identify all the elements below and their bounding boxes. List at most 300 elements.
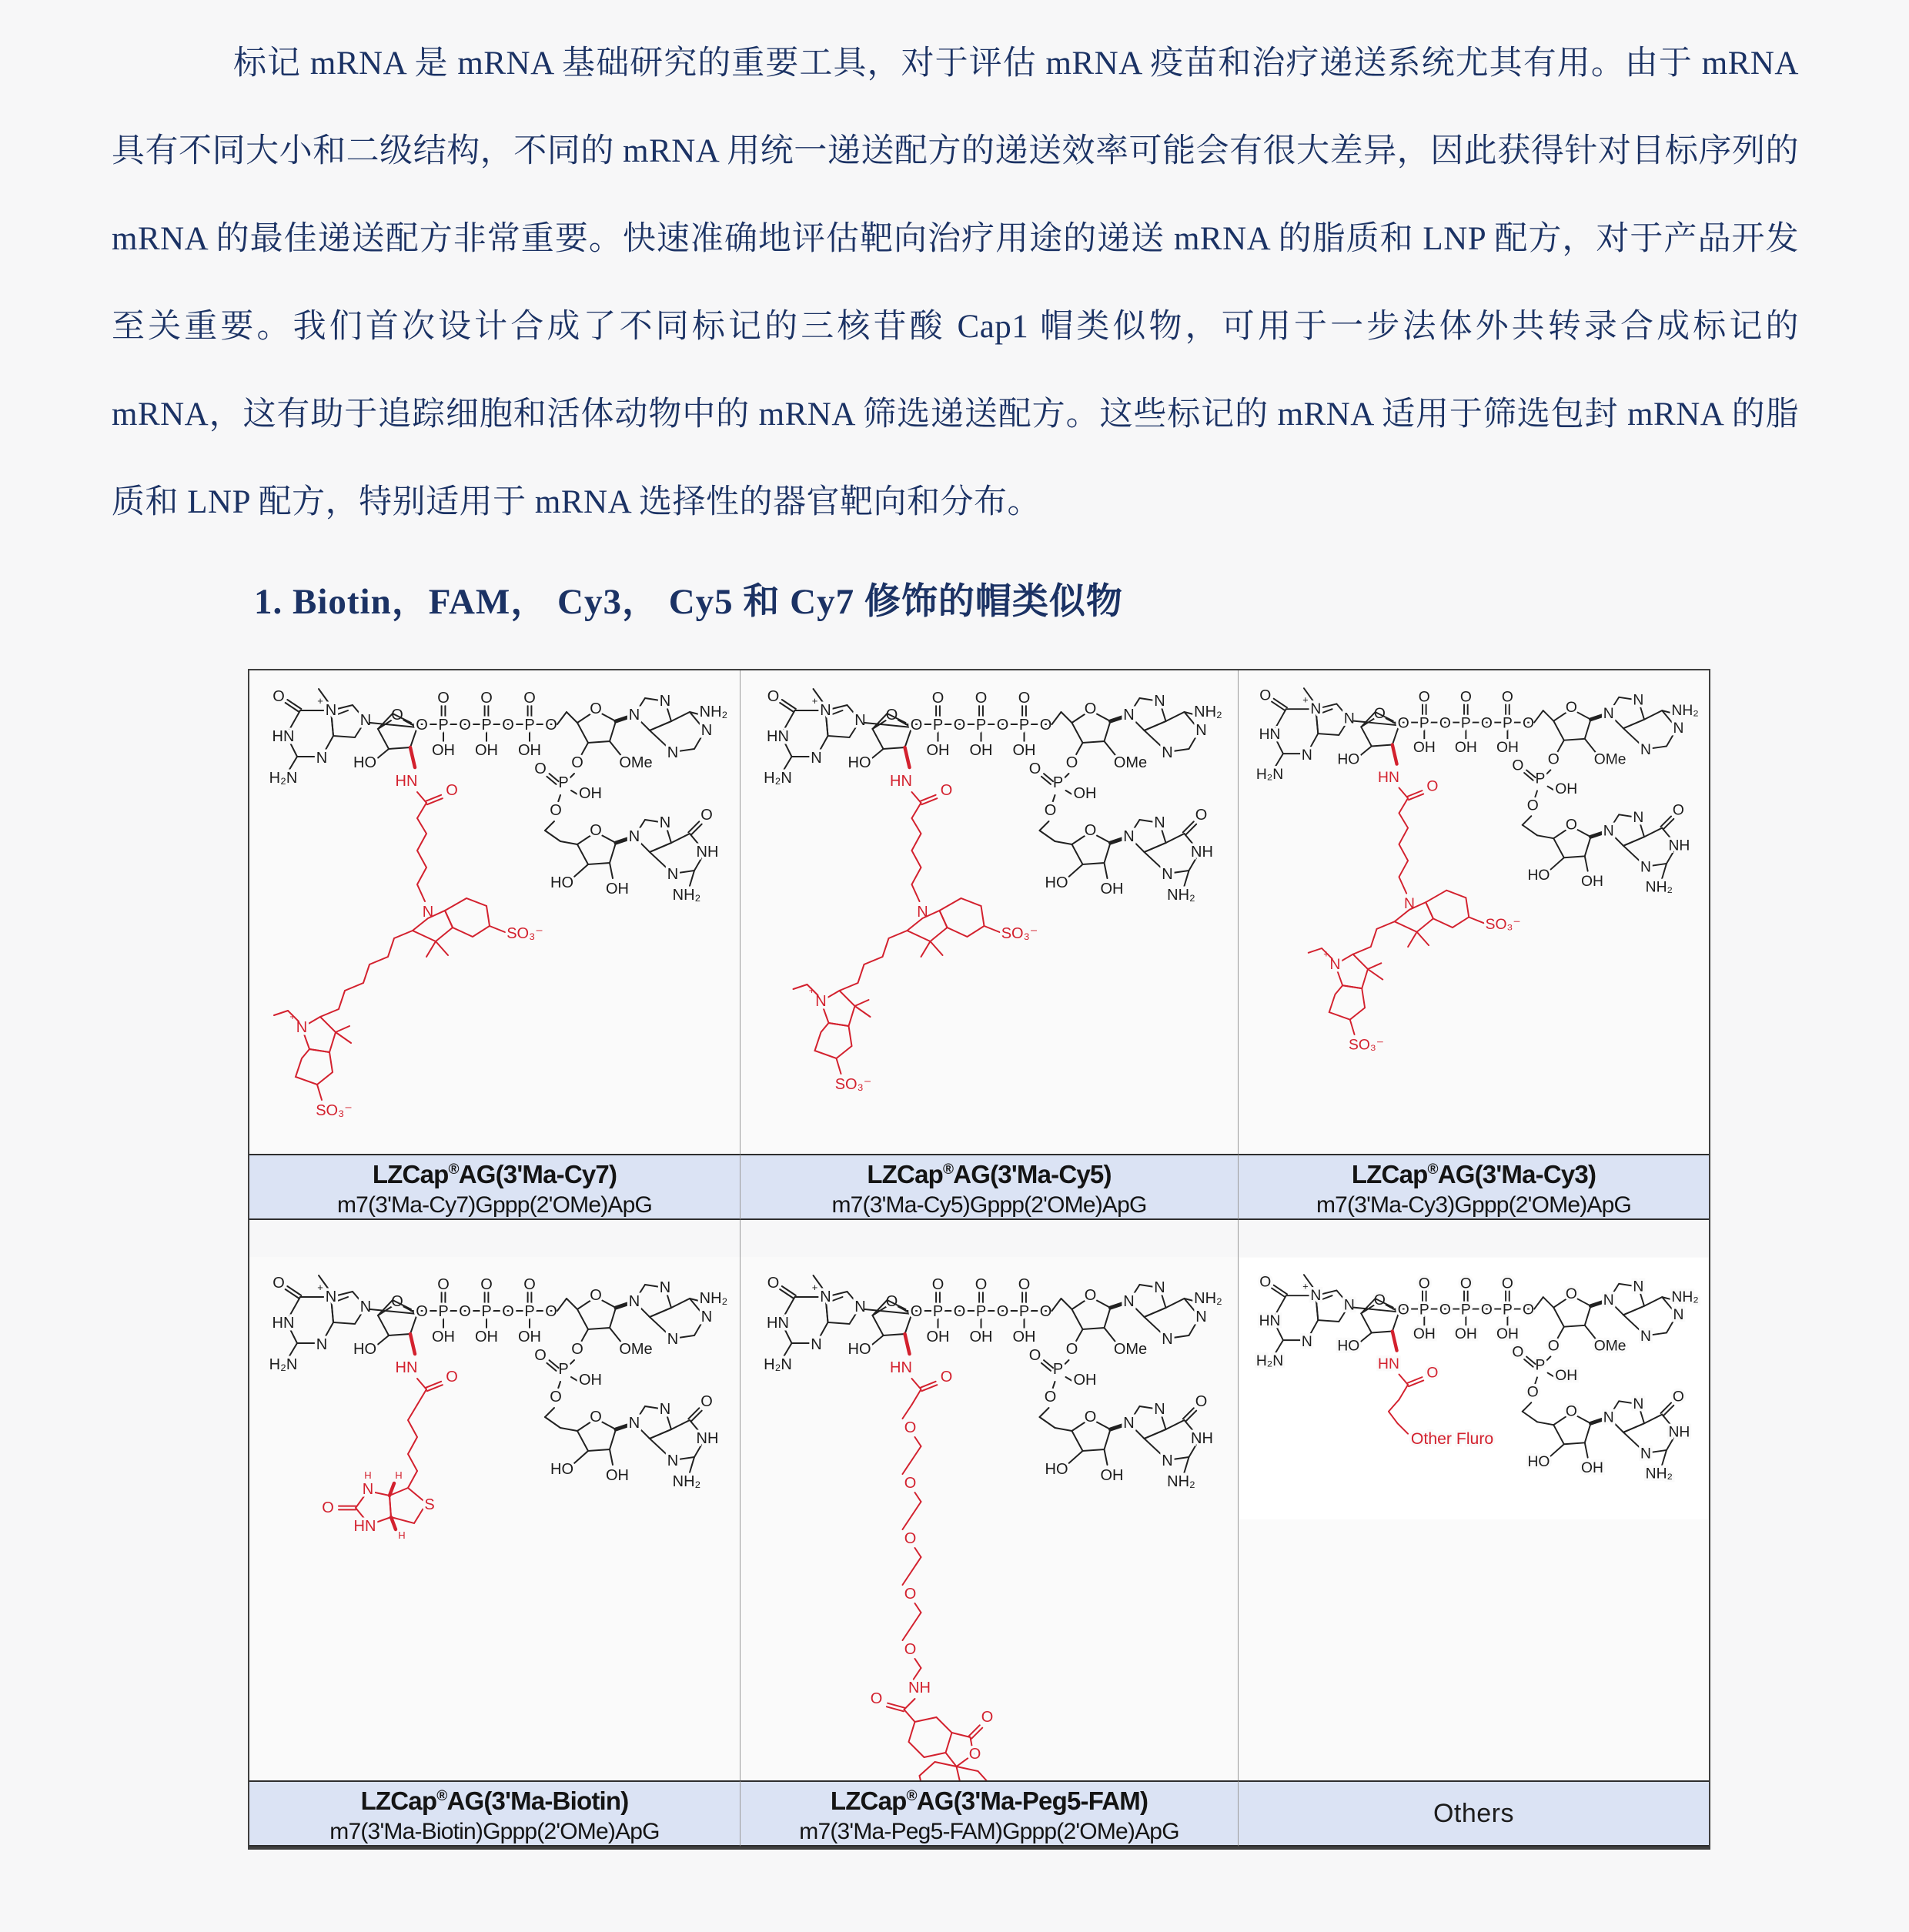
- svg-text:OH: OH: [1454, 740, 1477, 757]
- svg-text:O: O: [910, 1303, 923, 1320]
- svg-text:O: O: [904, 1586, 917, 1603]
- svg-text:OH: OH: [1073, 785, 1097, 802]
- svg-text:SO₃⁻: SO₃⁻: [1349, 1037, 1384, 1054]
- svg-text:+: +: [811, 1282, 818, 1293]
- svg-text:N: N: [316, 1336, 328, 1353]
- svg-text:O: O: [1259, 687, 1272, 704]
- svg-text:OH: OH: [1012, 1329, 1036, 1345]
- svg-text:O: O: [1522, 1302, 1534, 1319]
- spacer-row: [741, 1220, 1239, 1257]
- svg-text:OMe: OMe: [619, 1341, 653, 1358]
- svg-text:OH: OH: [606, 1467, 629, 1484]
- svg-text:SO₃⁻: SO₃⁻: [507, 925, 543, 942]
- svg-text:+: +: [317, 695, 323, 707]
- svg-text:H: H: [398, 1529, 406, 1541]
- svg-text:NH₂: NH₂: [1671, 702, 1699, 719]
- structure-drawing-cy3: [1239, 670, 1709, 1154]
- svg-text:N: N: [1603, 1409, 1614, 1426]
- svg-text:+: +: [811, 695, 818, 707]
- svg-text:O: O: [1418, 1275, 1430, 1292]
- svg-text:N: N: [1343, 1297, 1355, 1314]
- svg-text:N: N: [820, 702, 831, 719]
- svg-text:N: N: [296, 1019, 308, 1036]
- svg-text:P: P: [558, 1361, 569, 1378]
- svg-text:N: N: [1640, 1446, 1651, 1462]
- svg-text:P: P: [524, 717, 535, 734]
- svg-text:O: O: [1526, 1384, 1539, 1401]
- svg-text:O: O: [931, 690, 944, 707]
- svg-text:O: O: [1084, 700, 1097, 717]
- label-band-peg5-fam: [741, 1780, 1239, 1847]
- svg-text:N: N: [1404, 895, 1415, 912]
- svg-text:HN: HN: [1259, 726, 1281, 743]
- svg-text:O: O: [1065, 754, 1078, 771]
- svg-text:HO: HO: [1337, 751, 1360, 768]
- svg-text:O: O: [940, 1369, 953, 1385]
- svg-text:HN: HN: [272, 1315, 295, 1332]
- svg-text:N: N: [667, 866, 679, 883]
- structure-cell-others: [1239, 1257, 1709, 1780]
- cap-formula: m7(3'Ma-Cy7)Gppp(2'OMe)ApG: [336, 1192, 653, 1218]
- cap-name: LZCap®AG(3'Ma-Cy7): [372, 1159, 617, 1188]
- white-backdrop: [1239, 1258, 1708, 1519]
- svg-text:P: P: [1535, 770, 1546, 787]
- svg-text:OH: OH: [518, 742, 541, 759]
- svg-text:O: O: [1084, 822, 1097, 839]
- svg-text:OH: OH: [432, 742, 455, 759]
- svg-text:N: N: [1343, 710, 1355, 727]
- svg-text:OH: OH: [579, 785, 602, 802]
- svg-text:+: +: [317, 1282, 323, 1293]
- svg-text:N: N: [1603, 1292, 1614, 1309]
- svg-text:O: O: [953, 717, 966, 734]
- svg-text:OH: OH: [1496, 1326, 1519, 1343]
- svg-text:OH: OH: [926, 1329, 950, 1345]
- label-band-cy7: [249, 1154, 741, 1220]
- svg-text:OH: OH: [1012, 742, 1036, 759]
- svg-text:O: O: [1195, 1393, 1208, 1410]
- svg-text:N: N: [1673, 1307, 1684, 1324]
- svg-text:N: N: [1603, 823, 1614, 840]
- svg-text:N: N: [1123, 707, 1135, 724]
- svg-text:SO₃⁻: SO₃⁻: [1001, 925, 1038, 942]
- svg-text:O: O: [975, 1276, 988, 1293]
- svg-text:N: N: [917, 904, 928, 921]
- svg-text:O: O: [700, 807, 713, 824]
- svg-text:NH₂: NH₂: [1167, 887, 1195, 904]
- svg-text:P: P: [1460, 1302, 1471, 1319]
- svg-text:H₂N: H₂N: [764, 1356, 792, 1373]
- svg-text:O: O: [1018, 690, 1031, 707]
- svg-text:SO₃⁻: SO₃⁻: [834, 1076, 872, 1093]
- svg-text:N: N: [700, 1309, 713, 1325]
- svg-text:OMe: OMe: [619, 754, 653, 771]
- svg-text:H₂N: H₂N: [269, 1356, 298, 1373]
- svg-text:O: O: [272, 1275, 285, 1292]
- svg-text:H: H: [364, 1469, 372, 1481]
- structure-drawing-biotin: [249, 1257, 740, 1780]
- svg-text:HN: HN: [395, 773, 418, 790]
- svg-text:O: O: [904, 1475, 917, 1492]
- svg-text:O: O: [870, 1690, 883, 1707]
- svg-text:O: O: [590, 1409, 602, 1426]
- svg-text:HO: HO: [1045, 1461, 1068, 1478]
- svg-text:O: O: [1565, 1286, 1577, 1303]
- svg-text:O: O: [446, 782, 458, 799]
- svg-text:N: N: [1154, 814, 1165, 831]
- svg-text:P: P: [1502, 1302, 1513, 1319]
- svg-text:N: N: [359, 1299, 372, 1315]
- registered-mark: ®: [943, 1161, 954, 1178]
- svg-text:N: N: [1123, 828, 1135, 845]
- svg-text:NH₂: NH₂: [1194, 704, 1222, 720]
- svg-text:OH: OH: [1413, 1326, 1436, 1343]
- svg-text:O: O: [1065, 1341, 1078, 1358]
- svg-text:O: O: [502, 717, 514, 734]
- others-label: Others: [1433, 1798, 1515, 1828]
- svg-text:O: O: [437, 1276, 450, 1293]
- svg-text:P: P: [438, 1303, 449, 1320]
- svg-text:HO: HO: [1337, 1338, 1360, 1355]
- svg-text:N: N: [1633, 1396, 1644, 1412]
- svg-text:P: P: [481, 1303, 492, 1320]
- svg-text:N: N: [1195, 1309, 1207, 1325]
- svg-text:O: O: [1397, 1302, 1409, 1319]
- svg-text:N: N: [325, 702, 337, 719]
- registered-mark: ®: [906, 1787, 917, 1804]
- svg-text:HO: HO: [550, 1461, 573, 1478]
- svg-text:N: N: [362, 1481, 374, 1498]
- svg-text:O: O: [1501, 689, 1513, 706]
- svg-text:P: P: [1419, 1302, 1429, 1319]
- svg-text:O: O: [767, 1275, 780, 1292]
- cap-name: LZCap®AG(3'Ma-Peg5-FAM): [830, 1786, 1148, 1815]
- svg-text:HN: HN: [272, 728, 295, 745]
- svg-text:O: O: [1397, 715, 1409, 732]
- svg-text:O: O: [480, 690, 493, 707]
- svg-text:+: +: [1302, 1281, 1309, 1292]
- svg-text:N: N: [1162, 1452, 1173, 1469]
- svg-text:N: N: [1640, 1329, 1651, 1345]
- cap-formula: m7(3'Ma-Peg5-FAM)Gppp(2'OMe)ApG: [799, 1818, 1179, 1844]
- svg-text:O: O: [446, 1369, 458, 1385]
- svg-text:O: O: [272, 688, 285, 705]
- spacer-row: [1239, 1220, 1709, 1257]
- svg-text:SO₃⁻: SO₃⁻: [316, 1102, 353, 1119]
- svg-text:HN: HN: [395, 1359, 418, 1376]
- svg-text:O: O: [437, 690, 450, 707]
- svg-text:O: O: [700, 1393, 713, 1410]
- svg-text:NH₂: NH₂: [672, 887, 701, 904]
- structure-cell-cy5: [741, 670, 1239, 1154]
- svg-text:OH: OH: [926, 742, 950, 759]
- svg-text:O: O: [1084, 1287, 1097, 1304]
- svg-text:O: O: [1672, 802, 1684, 819]
- svg-text:O: O: [1565, 700, 1577, 717]
- svg-text:O: O: [1044, 1389, 1057, 1406]
- svg-text:O: O: [1028, 1347, 1041, 1364]
- svg-text:N: N: [1673, 720, 1684, 737]
- svg-text:+: +: [289, 1011, 296, 1022]
- svg-text:N: N: [1162, 744, 1173, 761]
- svg-text:+: +: [808, 984, 815, 996]
- svg-text:N: N: [854, 1299, 866, 1315]
- svg-text:O: O: [571, 754, 583, 771]
- structure-cell-cy3: [1239, 670, 1709, 1154]
- svg-text:O: O: [953, 1303, 966, 1320]
- section-heading: 1. Biotin，FAM， Cy3， Cy5 和 Cy7 修饰的帽类似物: [254, 582, 1123, 622]
- svg-text:O: O: [590, 700, 602, 717]
- svg-text:O: O: [767, 688, 780, 705]
- svg-text:O: O: [1512, 757, 1524, 774]
- spacer-row: [249, 1220, 741, 1257]
- svg-text:OH: OH: [518, 1329, 541, 1345]
- svg-text:OH: OH: [969, 742, 993, 759]
- svg-text:NH₂: NH₂: [699, 1290, 728, 1307]
- svg-text:HN: HN: [1259, 1312, 1281, 1329]
- svg-text:O: O: [1565, 1403, 1577, 1420]
- svg-text:OMe: OMe: [1113, 1341, 1148, 1358]
- svg-text:OH: OH: [475, 1329, 498, 1345]
- svg-text:N: N: [815, 993, 827, 1010]
- svg-text:O: O: [968, 1746, 981, 1763]
- svg-text:+: +: [1323, 948, 1329, 960]
- svg-text:O: O: [550, 802, 562, 819]
- svg-text:O: O: [545, 1303, 557, 1320]
- svg-text:OMe: OMe: [1593, 751, 1626, 768]
- svg-text:OH: OH: [1073, 1372, 1097, 1389]
- registered-mark: ®: [1427, 1161, 1438, 1178]
- svg-text:NH: NH: [1668, 1424, 1690, 1441]
- svg-text:O: O: [1547, 751, 1560, 768]
- svg-text:O: O: [571, 1341, 583, 1358]
- svg-text:OH: OH: [432, 1329, 455, 1345]
- label-band-cy5: [741, 1154, 1239, 1220]
- intro-paragraph: 标记 mRNA 是 mRNA 基础研究的重要工具，对于评估 mRNA 疫苗和治疗递送系统尤其有用。由于 mRNA 具有不同大小和二级结构，不同的 mRNA 用统一递送配方的递送效率可能会有很大差异，因此获得针对目标序列的 mRNA 的最佳递送配方非常重要。快速准确地评估靶向治疗用途的递送 mRNA 的脂质和 LNP 配方，对于产品开发至关重要。我们首次设计合成了不同标记的三核苷酸 Cap1 帽类似物，可用于一步法体外共转录合成标记的 mRNA，这有助于追踪细胞和活体动物中的 mRNA 筛选递送配方。这些标记的 mRNA 适用于筛选包封 mRNA 的脂质和 LNP 配方，特别适用于 mRNA 选择性的器官靶向和分布。: [112, 45, 1799, 520]
- svg-text:OH: OH: [606, 881, 629, 897]
- svg-text:NH: NH: [696, 1430, 719, 1447]
- svg-text:HO: HO: [1527, 1454, 1550, 1471]
- svg-text:O: O: [981, 1709, 994, 1726]
- svg-text:OH: OH: [1496, 740, 1519, 757]
- svg-text:N: N: [700, 722, 713, 739]
- svg-text:Other Fluro: Other Fluro: [1410, 1430, 1494, 1449]
- svg-text:OMe: OMe: [1593, 1338, 1626, 1355]
- svg-text:HO: HO: [353, 754, 376, 771]
- svg-text:O: O: [480, 1276, 493, 1293]
- svg-text:N: N: [811, 1336, 822, 1353]
- svg-text:OH: OH: [1555, 781, 1578, 798]
- svg-text:OH: OH: [1580, 1459, 1603, 1476]
- svg-text:O: O: [459, 717, 471, 734]
- structure-cell-peg5-fam: [741, 1257, 1239, 1780]
- svg-text:N: N: [628, 1293, 640, 1310]
- svg-text:O: O: [1084, 1409, 1097, 1426]
- svg-text:NH: NH: [1668, 837, 1690, 854]
- svg-text:N: N: [1640, 859, 1651, 876]
- svg-text:N: N: [1310, 1287, 1322, 1304]
- svg-text:H₂N: H₂N: [1255, 766, 1284, 783]
- svg-text:HO: HO: [550, 874, 573, 891]
- svg-text:NH₂: NH₂: [672, 1473, 701, 1490]
- svg-text:P: P: [1052, 774, 1064, 791]
- svg-text:O: O: [1426, 1365, 1439, 1382]
- svg-text:O: O: [1459, 1275, 1472, 1292]
- svg-text:HN: HN: [1378, 769, 1399, 786]
- svg-text:O: O: [996, 717, 1009, 734]
- svg-text:NH₂: NH₂: [1645, 879, 1673, 896]
- svg-text:O: O: [550, 1389, 562, 1406]
- svg-text:OMe: OMe: [1113, 754, 1148, 771]
- svg-text:O: O: [391, 1293, 403, 1310]
- svg-text:N: N: [359, 712, 372, 729]
- svg-text:P: P: [1460, 715, 1471, 732]
- svg-text:N: N: [628, 828, 640, 845]
- svg-text:N: N: [1154, 1401, 1165, 1418]
- structure-cell-biotin: [249, 1257, 741, 1780]
- svg-text:N: N: [316, 750, 328, 767]
- svg-text:O: O: [502, 1303, 514, 1320]
- svg-text:O: O: [1439, 1302, 1451, 1319]
- svg-text:P: P: [438, 717, 449, 734]
- svg-text:O: O: [1373, 705, 1386, 722]
- svg-text:O: O: [1480, 715, 1493, 732]
- label-band-cy3: [1239, 1154, 1709, 1220]
- svg-text:HO: HO: [848, 1341, 871, 1358]
- svg-text:O: O: [1547, 1338, 1560, 1355]
- svg-text:O: O: [1018, 1276, 1031, 1293]
- svg-text:OH: OH: [1580, 873, 1603, 890]
- svg-text:O: O: [1039, 717, 1052, 734]
- svg-text:P: P: [1052, 1361, 1064, 1378]
- svg-text:N: N: [659, 814, 671, 831]
- svg-text:N: N: [667, 1331, 679, 1348]
- svg-text:OH: OH: [1454, 1326, 1477, 1343]
- svg-text:HN: HN: [767, 728, 789, 745]
- svg-text:P: P: [1419, 715, 1429, 732]
- svg-text:O: O: [1672, 1389, 1684, 1406]
- svg-text:O: O: [1512, 1344, 1524, 1361]
- svg-text:H₂N: H₂N: [1255, 1352, 1284, 1369]
- cap-analog-table: [248, 669, 1710, 1850]
- registered-mark: ®: [448, 1161, 459, 1178]
- label-band-biotin: [249, 1780, 741, 1847]
- svg-text:NH₂: NH₂: [1645, 1466, 1673, 1482]
- svg-text:P: P: [1018, 717, 1030, 734]
- svg-text:O: O: [1501, 1275, 1513, 1292]
- svg-text:P: P: [1018, 1303, 1030, 1320]
- svg-text:N: N: [659, 1401, 671, 1418]
- svg-text:N: N: [628, 707, 640, 724]
- svg-text:N: N: [1154, 693, 1165, 710]
- svg-text:O: O: [1522, 715, 1534, 732]
- svg-text:O: O: [904, 1419, 917, 1436]
- svg-text:O: O: [416, 717, 428, 734]
- svg-text:OH: OH: [1413, 740, 1436, 757]
- svg-text:HO: HO: [1045, 874, 1068, 891]
- svg-text:N: N: [628, 1415, 640, 1432]
- svg-text:O: O: [940, 782, 953, 799]
- svg-text:NH: NH: [696, 844, 719, 861]
- label-band-others: [1239, 1780, 1709, 1847]
- cap-name: LZCap®AG(3'Ma-Cy3): [1351, 1159, 1596, 1188]
- svg-text:N: N: [1603, 705, 1614, 722]
- svg-text:NH₂: NH₂: [1671, 1289, 1699, 1305]
- svg-text:O: O: [904, 1530, 917, 1547]
- svg-text:O: O: [523, 690, 536, 707]
- svg-text:HN: HN: [890, 773, 912, 790]
- svg-text:N: N: [1123, 1293, 1135, 1310]
- svg-text:N: N: [1640, 742, 1651, 759]
- svg-text:O: O: [322, 1499, 334, 1516]
- svg-text:OH: OH: [1100, 1467, 1124, 1484]
- svg-text:H₂N: H₂N: [764, 770, 792, 787]
- structure-drawing-peg5-fam: [741, 1257, 1238, 1780]
- cap-formula: m7(3'Ma-Cy3)Gppp(2'OMe)ApG: [1316, 1192, 1632, 1218]
- svg-text:N: N: [1633, 1279, 1644, 1295]
- svg-text:O: O: [1039, 1303, 1052, 1320]
- svg-text:N: N: [1633, 809, 1644, 826]
- svg-text:O: O: [1439, 715, 1451, 732]
- svg-text:HO: HO: [353, 1341, 376, 1358]
- svg-text:N: N: [1154, 1279, 1165, 1296]
- svg-text:O: O: [1526, 797, 1539, 814]
- structure-drawing-cy5: [741, 670, 1238, 1154]
- svg-text:P: P: [524, 1303, 535, 1320]
- svg-text:P: P: [932, 717, 944, 734]
- svg-text:N: N: [659, 1279, 671, 1296]
- structure-cell-cy7: [249, 670, 741, 1154]
- svg-text:O: O: [416, 1303, 428, 1320]
- svg-text:O: O: [975, 690, 988, 707]
- svg-text:OH: OH: [579, 1372, 602, 1389]
- svg-text:O: O: [545, 717, 557, 734]
- svg-text:+: +: [1302, 694, 1309, 706]
- svg-text:N: N: [820, 1289, 831, 1305]
- svg-text:HN: HN: [1378, 1355, 1399, 1372]
- svg-text:O: O: [910, 717, 923, 734]
- svg-text:HN: HN: [353, 1518, 376, 1535]
- cap-formula: m7(3'Ma-Biotin)Gppp(2'OMe)ApG: [329, 1818, 660, 1844]
- svg-text:O: O: [1565, 817, 1577, 834]
- svg-text:NH: NH: [1191, 844, 1213, 861]
- svg-text:P: P: [558, 774, 569, 791]
- svg-text:O: O: [931, 1276, 944, 1293]
- svg-text:HN: HN: [890, 1359, 912, 1376]
- svg-text:P: P: [1535, 1357, 1546, 1374]
- svg-text:N: N: [422, 904, 434, 921]
- cap-name: LZCap®AG(3'Ma-Biotin): [360, 1786, 629, 1815]
- svg-text:O: O: [1028, 760, 1041, 777]
- svg-text:O: O: [391, 707, 403, 724]
- svg-text:P: P: [1502, 715, 1513, 732]
- svg-text:N: N: [667, 744, 679, 761]
- svg-text:O: O: [590, 822, 602, 839]
- svg-text:O: O: [534, 1347, 547, 1364]
- svg-text:O: O: [1195, 807, 1208, 824]
- svg-text:O: O: [885, 1293, 898, 1310]
- svg-text:NH₂: NH₂: [699, 704, 728, 720]
- svg-text:OH: OH: [969, 1329, 993, 1345]
- svg-text:NH: NH: [1191, 1430, 1213, 1447]
- structure-drawing-others: [1239, 1257, 1709, 1780]
- svg-text:N: N: [1195, 722, 1207, 739]
- svg-text:O: O: [996, 1303, 1009, 1320]
- svg-text:N: N: [659, 693, 671, 710]
- svg-text:O: O: [904, 1641, 917, 1658]
- svg-text:O: O: [1480, 1302, 1493, 1319]
- svg-text:H₂N: H₂N: [269, 770, 298, 787]
